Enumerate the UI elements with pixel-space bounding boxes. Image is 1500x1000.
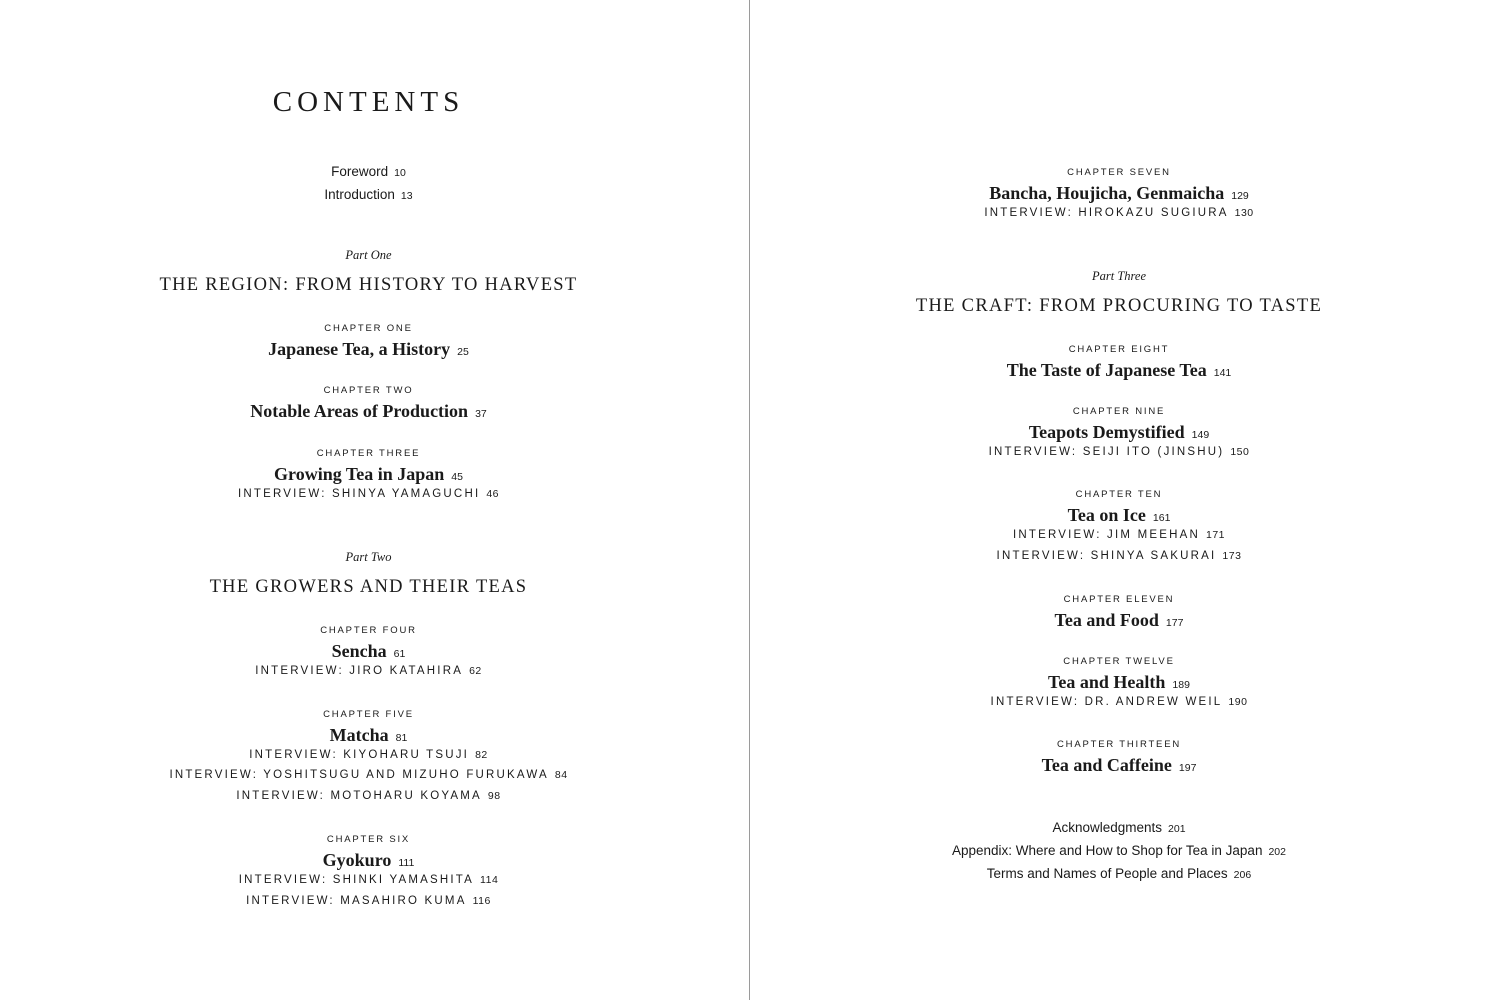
toc-entry-acknowledgments[interactable]: Acknowledgments 201 — [1052, 820, 1186, 835]
part-title: THE REGION: FROM HISTORY TO HARVEST — [159, 275, 578, 295]
chapter-label: CHAPTER SIX — [326, 834, 411, 845]
chapter-title: Gyokuro 111 — [322, 849, 415, 870]
chapter-label: CHAPTER ONE — [324, 323, 413, 334]
interview-entry[interactable]: INTERVIEW: KIYOHARU TSUJI 82 — [249, 749, 488, 761]
chapter-title: The Taste of Japanese Tea 141 — [1006, 359, 1232, 380]
chapter-eleven[interactable] — [744, 595, 1494, 629]
chapter-title: Tea on Ice 161 — [1067, 504, 1171, 525]
interview-entry[interactable]: INTERVIEW: MOTOHARU KOYAMA 98 — [236, 790, 501, 802]
chapter-title: Japanese Tea, a History 25 — [268, 338, 469, 359]
interview-entry[interactable]: INTERVIEW: JIM MEEHAN 171 — [1012, 529, 1226, 541]
chapter-label: CHAPTER TWELVE — [1063, 656, 1175, 667]
chapter-seven[interactable] — [744, 168, 1494, 202]
back-matter — [744, 817, 1494, 886]
chapter-title: Notable Areas of Production 37 — [250, 400, 487, 421]
chapter-label: CHAPTER ELEVEN — [1063, 594, 1175, 605]
interview-entry[interactable]: INTERVIEW: YOSHITSUGU AND MIZUHO FURUKAWA 84 — [169, 769, 568, 781]
chapter-title: Tea and Health 189 — [1048, 671, 1190, 692]
chapter-title: Teapots Demystified 149 — [1028, 421, 1210, 442]
front-matter — [0, 161, 743, 207]
chapter-thirteen[interactable] — [744, 740, 1494, 774]
chapter-nine[interactable] — [744, 407, 1494, 441]
chapter-twelve[interactable] — [744, 657, 1494, 691]
chapter-title: Growing Tea in Japan 45 — [274, 463, 463, 484]
chapter-label: CHAPTER NINE — [1072, 406, 1166, 417]
chapter-label: CHAPTER FOUR — [320, 625, 417, 636]
chapter-two[interactable] — [0, 386, 743, 420]
part-label: Part Two — [345, 550, 392, 564]
chapter-title: Bancha, Houjicha, Genmaicha 129 — [989, 182, 1249, 203]
part-title: THE CRAFT: FROM PROCURING TO TASTE — [915, 296, 1323, 316]
interview-entry[interactable]: INTERVIEW: DR. ANDREW WEIL 190 — [990, 696, 1248, 708]
chapter-label: CHAPTER THREE — [316, 448, 421, 459]
chapter-title: Matcha 81 — [329, 724, 408, 745]
toc-entry-terms[interactable]: Terms and Names of People and Places 206 — [986, 866, 1252, 881]
interview-entry[interactable]: INTERVIEW: SHINYA SAKURAI 173 — [996, 550, 1242, 562]
chapter-label: CHAPTER FIVE — [323, 709, 414, 720]
chapter-four[interactable] — [0, 626, 743, 660]
part-title: THE GROWERS AND THEIR TEAS — [209, 577, 528, 597]
contents-title: CONTENTS — [272, 86, 465, 118]
chapter-label: CHAPTER EIGHT — [1068, 344, 1170, 355]
toc-entry-introduction[interactable]: Introduction 13 — [324, 187, 413, 202]
chapter-one[interactable] — [0, 324, 743, 358]
part-label: Part One — [345, 248, 392, 262]
chapter-title: Tea and Food 177 — [1054, 609, 1184, 630]
toc-entry-foreword[interactable]: Foreword 10 — [331, 164, 406, 179]
chapter-label: CHAPTER TEN — [1075, 489, 1163, 500]
chapter-title: Sencha 61 — [331, 640, 406, 661]
interview-entry[interactable]: INTERVIEW: SEIJI ITO (JINSHU) 150 — [988, 446, 1250, 458]
interview-entry[interactable]: INTERVIEW: MASAHIRO KUMA 116 — [246, 895, 491, 907]
interview-entry[interactable]: INTERVIEW: HIROKAZU SUGIURA 130 — [984, 207, 1254, 219]
chapter-three[interactable] — [0, 449, 743, 483]
interview-entry[interactable]: INTERVIEW: SHINYA YAMAGUCHI 46 — [237, 488, 500, 500]
left-page — [0, 0, 749, 1000]
chapter-eight[interactable] — [744, 345, 1494, 379]
right-page — [750, 0, 1500, 1000]
chapter-six[interactable] — [0, 835, 743, 869]
chapter-title: Tea and Caffeine 197 — [1041, 754, 1197, 775]
chapter-five[interactable] — [0, 710, 743, 744]
chapter-label: CHAPTER THIRTEEN — [1057, 739, 1181, 750]
part-label: Part Three — [1091, 269, 1147, 283]
chapter-label: CHAPTER TWO — [323, 385, 414, 396]
chapter-ten[interactable] — [744, 490, 1494, 524]
interview-entry[interactable]: INTERVIEW: JIRO KATAHIRA 62 — [255, 665, 482, 677]
chapter-label: CHAPTER SEVEN — [1067, 167, 1171, 178]
interview-entry[interactable]: INTERVIEW: SHINKI YAMASHITA 114 — [238, 874, 499, 886]
toc-entry-appendix[interactable]: Appendix: Where and How to Shop for Tea in Japan 202 — [952, 843, 1286, 858]
